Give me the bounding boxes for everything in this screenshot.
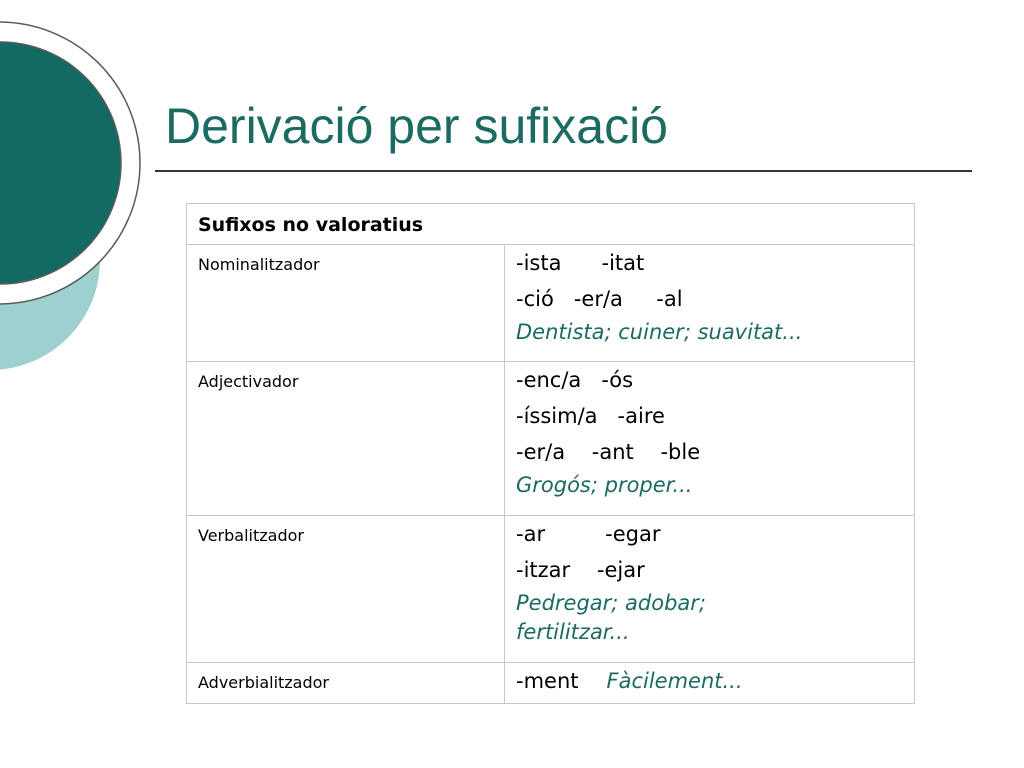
table-header-cell [187, 204, 915, 245]
category-cell [187, 362, 505, 516]
slide-title: Derivació per sufixació [165, 98, 668, 154]
suffix-line: -enc/a -ós [516, 368, 634, 392]
table-header: Sufixos no valoratius [198, 214, 424, 236]
suffix-text: -ment [516, 669, 579, 693]
example-words: Pedregar; adobar; fertilitzar... [516, 591, 707, 644]
table-row [187, 362, 915, 516]
example-words: Grogós; proper... [516, 473, 693, 497]
suffix-cell [505, 362, 915, 516]
suffix-line: -íssim/a -aire [516, 404, 665, 428]
suffix-cell [505, 245, 915, 362]
category-label: Verbalitzador [198, 526, 304, 545]
category-cell [187, 663, 505, 704]
suffix-line: -er/a -ant -ble [516, 440, 701, 464]
table-row [187, 663, 915, 704]
title-divider [155, 170, 972, 172]
category-cell [187, 516, 505, 663]
category-label: Nominalitzador [198, 255, 320, 274]
table-row [187, 245, 915, 362]
suffix-line: -ar -egar [516, 522, 661, 546]
table-header-row [187, 204, 915, 245]
decorative-circles [0, 0, 160, 420]
suffix-cell [505, 516, 915, 663]
category-label: Adverbialitzador [198, 673, 330, 692]
example-words: Fàcilement... [606, 669, 743, 693]
suffix-table [186, 203, 915, 704]
category-cell [187, 245, 505, 362]
example-words: Dentista; cuiner; suavitat... [516, 320, 803, 344]
category-label: Adjectivador [198, 372, 299, 391]
suffix-cell [505, 663, 915, 704]
suffix-line: -ista -itat [516, 251, 645, 275]
suffix-line: -itzar -ejar [516, 558, 645, 582]
suffix-line [516, 663, 904, 699]
suffix-line: -ció -er/a -al [516, 287, 683, 311]
table-row [187, 516, 915, 663]
